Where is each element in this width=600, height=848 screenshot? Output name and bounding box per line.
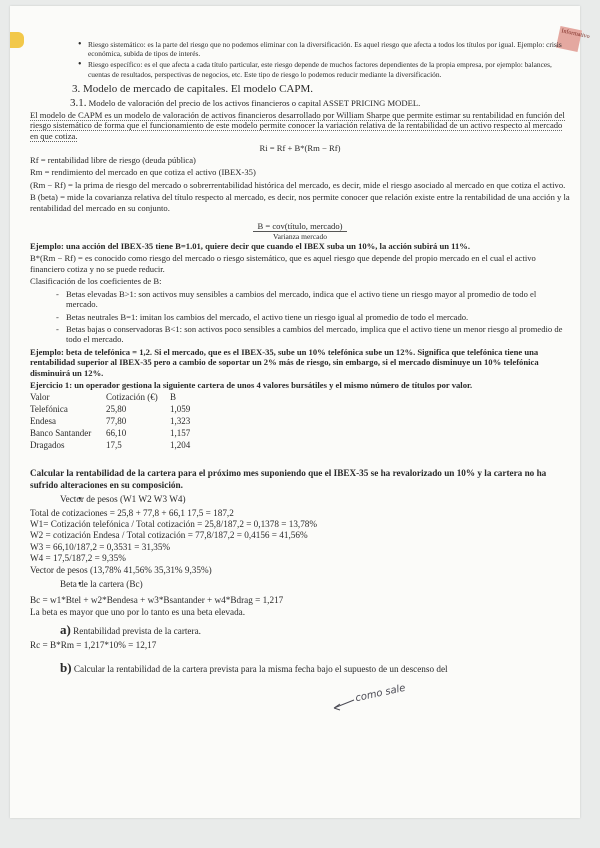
def-beta: B (beta) = mide la covarianza relativa del título respecto al mercado, es decir, nos permite conocer que relación existe entre la rentabilidad de una acción y la rentabilidad del mercado en su conjunto. bbox=[30, 192, 570, 213]
section-3-1-title bbox=[70, 97, 570, 109]
table-row bbox=[30, 428, 196, 440]
calc-w4: W4 = 17,5/187,2 = 9,35% bbox=[30, 553, 126, 564]
page-content bbox=[30, 40, 570, 678]
calc-prompt: Calcular la rentabilidad de la cartera para el próximo mes suponiendo que el IBEX-35 se ha revalorizado un 10% y la cartera no ha sufrido alteraciones en su composición. bbox=[30, 468, 547, 490]
handwritten-arrow-icon bbox=[330, 698, 356, 712]
def-risk-premium: (Rm − Rf) = la prima de riesgo del mercado o sobrerrentabilidad histórica del mercado, es decir, mide el riesgo asociado al mercado en que cotiza el activo. bbox=[30, 179, 566, 190]
section-3-1-text: Modelo de valoración del precio de los activos financieros o capital ASSET PRICING MODEL. bbox=[88, 97, 421, 108]
calc-w3: W3 = 66,10/187,2 = 0,3531 = 31,35% bbox=[30, 541, 171, 552]
table-cell: 77,80 bbox=[106, 416, 127, 427]
table-header-row bbox=[30, 392, 196, 404]
portfolio-table bbox=[30, 392, 196, 452]
part-b-heading bbox=[60, 660, 570, 676]
part-b-title: Calcular la rentabilidad de la cartera prevista para la misma fecha bajo el supuesto de un descenso del bbox=[73, 663, 448, 674]
bullet-beta: • Beta de la cartera (Bc) bbox=[30, 579, 570, 590]
section-3-1-number: 3.1. bbox=[70, 96, 87, 109]
beta-formula: Bc = w1*Btel + w2*Bendesa + w3*Bsantander + w4*Bdrag = 1,217 bbox=[30, 595, 284, 606]
def-rm: Rm = rendimiento del mercado en que cotiza el activo (IBEX-35) bbox=[30, 167, 256, 178]
table-cell: 66,10 bbox=[106, 428, 127, 439]
part-b-letter: b) bbox=[60, 659, 72, 675]
table-cell: 25,80 bbox=[106, 404, 127, 415]
formula-beta-denominator: Varianza mercado bbox=[253, 231, 347, 241]
sticker-label: Informativo bbox=[556, 26, 582, 52]
part-a-letter: a) bbox=[60, 622, 71, 638]
table-header-cell: B bbox=[170, 392, 177, 403]
bullet-specific-risk: • Riesgo específico: es el que afecta a cada título particular, este riesgo depende de muchos factores dependientes de la propia empresa, por ejemplo: balances, cuentas de resultados, perspectivas de negocios, etc. Este tipo de riesgo lo podemos reducir mediante la diversificación. bbox=[30, 60, 570, 78]
table-cell: 1,157 bbox=[170, 428, 191, 439]
calc-total: Total de cotizaciones = 25,8 + 77,8 + 66,1 17,5 = 187,2 bbox=[30, 507, 234, 518]
table-cell: Banco Santander bbox=[30, 428, 92, 439]
calc-weight-vector: Vector de pesos (13,78% 41,56% 35,31% 9,35%) bbox=[30, 564, 212, 575]
dash-neutral-beta: - Betas neutrales B=1: imitan los cambios del mercado, el activo tiene un riesgo igual al promedio de todo el mercado. bbox=[30, 312, 570, 322]
table-cell: 1,059 bbox=[170, 404, 191, 415]
table-cell: Telefónica bbox=[30, 404, 68, 415]
table-row bbox=[30, 440, 196, 452]
bullet-systematic-risk: • Riesgo sistemático: es la parte del riesgo que no podemos eliminar con la diversificación. Es aquel riesgo que afecta a todos los títulos por igual. Ejemplo: crisis económica, subida de tipos de interés. bbox=[30, 40, 570, 58]
table-cell: 1,323 bbox=[170, 416, 191, 427]
def-rf: Rf = rentabilidad libre de riesgo (deuda pública) bbox=[30, 155, 196, 166]
handwritten-annotation: como sale bbox=[354, 682, 407, 705]
document-page bbox=[10, 6, 591, 818]
formula-ri: Ri = Rf + B*(Rm − Rf) bbox=[259, 143, 341, 154]
table-header-cell: Cotización (€) bbox=[106, 392, 158, 403]
calc-w2: W2 = cotización Endesa / Total cotización = 77,8/187,2 = 0,4156 = 41,56% bbox=[30, 530, 308, 541]
table-row bbox=[30, 404, 196, 416]
dash-high-beta: - Betas elevadas B>1: son activos muy sensibles a cambios del mercado, indica que el activo tiene un riesgo mayor al promedio de todo el mercado. bbox=[30, 289, 570, 310]
classification-label: Clasificación de los coeficientes de B: bbox=[30, 276, 162, 287]
example-1-bold: Ejemplo: una acción del IBEX-35 tiene B=1.01, quiere decir que cuando el IBEX suba un 10%, la acción subirá un 11%. bbox=[30, 241, 471, 252]
table-header-cell: Valor bbox=[30, 392, 50, 403]
table-cell: Endesa bbox=[30, 416, 56, 427]
calc-w1: W1= Cotización telefónica / Total cotización = 25,8/187,2 = 0,1378 = 13,78% bbox=[30, 518, 318, 529]
section-3-title: 3. Modelo de mercado de capitales. El modelo CAPM. bbox=[72, 82, 314, 95]
dash-low-beta: - Betas bajas o conservadoras B<1: son activos poco sensibles a cambios del mercado, implica que el activo tiene un menor riesgo al promedio de todo el mercado. bbox=[30, 324, 570, 345]
table-cell: 17,5 bbox=[106, 440, 122, 451]
exercise-1: Ejercicio 1: un operador gestiona la siguiente cartera de unos 4 valores bursátiles y el mismo número de títulos por valor. bbox=[30, 379, 473, 390]
sticky-note-tab bbox=[10, 32, 24, 48]
beta-note: La beta es mayor que uno por lo tanto es una beta elevada. bbox=[30, 606, 246, 617]
part-a-heading bbox=[60, 622, 570, 638]
table-cell: Dragados bbox=[30, 440, 65, 451]
table-cell: 1,204 bbox=[170, 440, 191, 451]
example-1-text: B*(Rm − Rf) = es conocido como riesgo del mercado o riesgo sistemático, que es aquel riesgo que depende del propio mercado en el cual el activo financiero cotiza y no se puede reducir. bbox=[30, 253, 536, 274]
formula-beta-numerator: B = cov(título, mercado) bbox=[257, 221, 343, 232]
part-a-title: Rentabilidad prevista de la cartera. bbox=[73, 626, 201, 637]
formula-beta bbox=[30, 221, 570, 241]
bullet-weights: • Vector de pesos (W1 W2 W3 W4) bbox=[30, 494, 570, 505]
example-2: Ejemplo: beta de telefónica = 1,2. Si el mercado, que es el IBEX-35, sube un 10% telefónica sube un 12%. Significa que telefónica tiene una rentabilidad superior al IBEX-35 pero a cambio de soportar un 2% más de riesgo, sin embargo, si el mercado disminuye un 10% telefónica disminuirá un 12%. bbox=[30, 346, 539, 378]
table-row bbox=[30, 416, 196, 428]
capm-intro: El modelo de CAPM es un modelo de valoración de activos financieros desarrollado por William Sharpe que permite estimar su rentabilidad en función del riesgo sistemático de forma que el funcionamiento de este modelo permite conocer la variación relativa de la rentabilidad de un activo respecto al mercado en que cotiza. bbox=[30, 109, 565, 141]
part-a-calc: Rc = B*Rm = 1,217*10% = 12,17 bbox=[30, 640, 157, 651]
